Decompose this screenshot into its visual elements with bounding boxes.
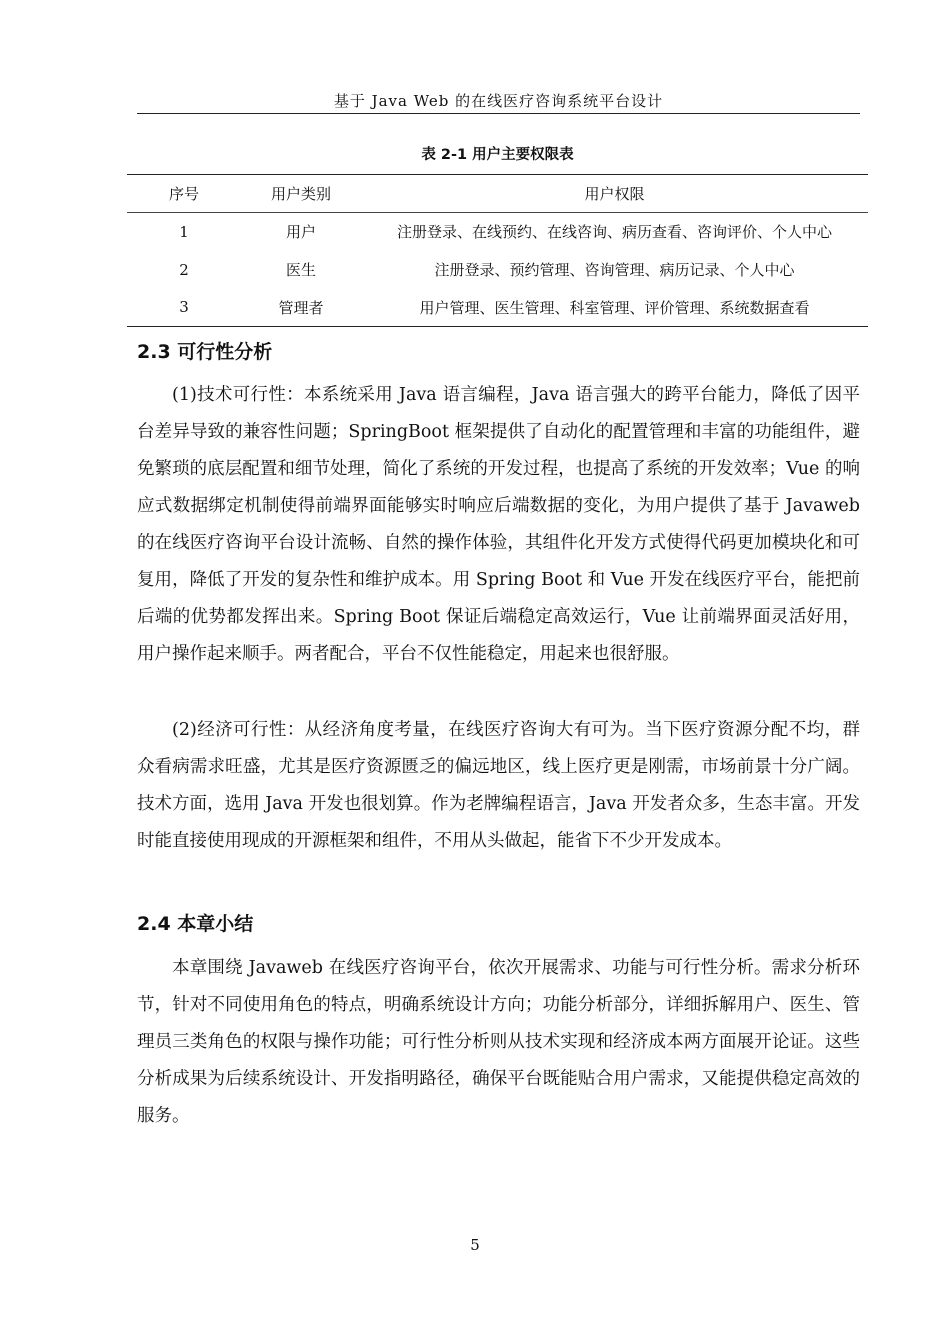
- section-heading-summary: 2.4 本章小结: [137, 913, 254, 935]
- row-user-type: 用户: [285, 223, 316, 242]
- table-row: [127, 251, 868, 289]
- row-number: 2: [179, 260, 189, 279]
- paragraph-chapter-summary: 本章围绕 Javaweb 在线医疗咨询平台，依次开展需求、功能与可行性分析。需求分析环节，针对不同使用角色的特点，明确系统设计方向；功能分析部分，详细拆解用户、医生、管理员三类角色的权限与操作功能；可行性分析则从技术实现和经济成本两方面展开论证。这些分析成果为后续系统设计、开发指明路径，确保平台既能贴合用户需求，又能提供稳定高效的服务。: [137, 958, 860, 1126]
- column-header-permissions: 用户权限: [361, 175, 868, 213]
- running-header: 基于 Java Web 的在线医疗咨询系统平台设计: [333, 92, 664, 110]
- row-permissions: 注册登录、预约管理、咨询管理、病历记录、个人中心: [434, 261, 795, 279]
- row-number: 3: [127, 289, 241, 327]
- section-heading-feasibility: 2.3 可行性分析: [137, 341, 273, 363]
- column-header-number: 序号: [127, 175, 241, 213]
- row-permissions: 用户管理、医生管理、科室管理、评价管理、系统数据查看: [361, 289, 868, 327]
- table-row: [127, 213, 868, 251]
- row-permissions: 注册登录、在线预约、在线咨询、病历查看、咨询评价、个人中心: [396, 223, 832, 242]
- row-user-type: 医生: [285, 261, 316, 279]
- row-user-type: 管理者: [241, 289, 361, 327]
- paragraph-technical-feasibility: (1)技术可行性：本系统采用 Java 语言编程，Java 语言强大的跨平台能力，降低了因平台差异导致的兼容性问题；SpringBoot 框架提供了自动化的配置管理和丰富的功能组件，避免繁琐的底层配置和细节处理，简化了系统的开发过程，也提高了系统的开发效率；Vue 的响应式数据绑定机制使得前端界面能够实时响应后端数据的变化，为用户提供了基于 Javaweb 的在线医疗咨询平台设计流畅、自然的操作体验，其组件化开发方式使得代码更加模块化和可复用，降低了开发的复杂性和维护成本。用 Spring Boot 和 Vue 开发在线医疗平台，能把前后端的优势都发挥出来。Spring Boot 保证后端稳定高效运行，Vue 让前端界面灵活好用，用户操作起来顺手。两者配合，平台不仅性能稳定，用起来也很舒服。: [137, 385, 860, 664]
- permissions-table: [127, 174, 868, 327]
- page-number: 5: [470, 1236, 480, 1254]
- column-header-user-type: 用户类别: [241, 175, 361, 213]
- table-header-row: [127, 175, 868, 213]
- header-rule: [137, 113, 860, 114]
- paragraph-economic-feasibility: (2)经济可行性：从经济角度考量，在线医疗咨询大有可为。当下医疗资源分配不均，群众看病需求旺盛，尤其是医疗资源匮乏的偏远地区，线上医疗更是刚需，市场前景十分广阔。技术方面，选用 Java 开发也很划算。作为老牌编程语言，Java 开发者众多，生态丰富。开发时能直接使用现成的开源框架和组件，不用从头做起，能省下不少开发成本。: [137, 720, 860, 851]
- table-caption: 表 2-1 用户主要权限表: [421, 147, 574, 163]
- table-row: [127, 289, 868, 327]
- row-number: 1: [179, 222, 189, 241]
